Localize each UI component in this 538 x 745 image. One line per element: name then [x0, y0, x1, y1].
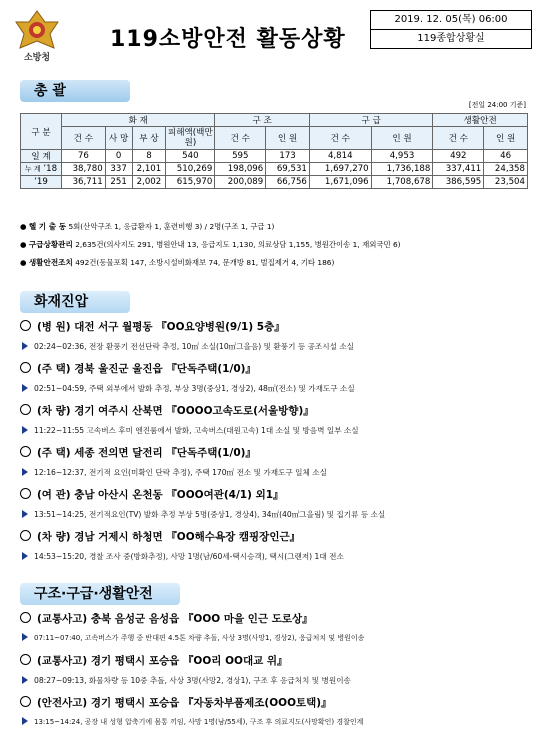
cell: 36,711	[62, 176, 106, 189]
fire-item	[20, 403, 314, 418]
cell: 46	[484, 150, 528, 163]
rescue-item-title: (안전사고) 경기 평택시 포승읍 『자동차부품제조(OOO토택)』	[37, 697, 332, 709]
fire-item-title: (여 관) 충남 아산시 온천동 『OOO여관(4/1) 외1』	[37, 489, 284, 501]
cell: 540	[166, 150, 215, 163]
bullet-life: ● 생활안전조치 492건(동물포획 147, 소방시설비화재보 74, 문개방 81, 벌집제거 4, 기타 186)	[20, 258, 335, 267]
bullet-value: 2,635건(의사지도 291, 병원안내 13, 응급지도 1,130, 의료상담 1,155, 병원간이송 1, 재외국민 6)	[75, 240, 401, 249]
col-injury: 부 상	[132, 127, 166, 150]
circle-icon	[20, 530, 31, 541]
triangle-icon	[22, 510, 28, 518]
cell: 595	[215, 150, 266, 163]
circle-icon	[20, 362, 31, 373]
summary-bullets	[20, 218, 528, 272]
page-title: 119소방안전 활동상황	[110, 27, 346, 52]
cell: 2,002	[132, 176, 166, 189]
table-row	[21, 176, 528, 189]
row-year: ’18	[43, 164, 58, 174]
col-div: 구 분	[21, 114, 62, 150]
triangle-icon	[22, 717, 28, 725]
col-life: 생활안전	[433, 114, 528, 127]
rescue-item	[20, 611, 313, 626]
cell: 386,595	[433, 176, 484, 189]
detail-text: 13:51~14:25, 전기적요인(TV) 발화 추정 부상 5명(중상1, 경상4), 34㎡(40㎡그을림) 및 집기류 등 소실	[34, 510, 386, 519]
circle-icon	[20, 404, 31, 415]
cell: 8	[132, 150, 166, 163]
cell: 1,708,678	[371, 176, 433, 189]
col-cnt: 건 수	[433, 127, 484, 150]
cell: 251	[105, 176, 132, 189]
circle-icon	[20, 320, 31, 331]
summary-banner: 총 괄	[20, 80, 130, 102]
fire-item-detail	[22, 425, 359, 436]
fire-banner: 화재진압	[20, 291, 130, 313]
cell: 337,411	[433, 163, 484, 176]
col-cnt: 건 수	[62, 127, 106, 150]
fire-item-detail	[22, 509, 385, 520]
cell: 615,970	[166, 176, 215, 189]
cell: 2,101	[132, 163, 166, 176]
bullet-value: 5회(산악구조 1, 응급환자 1, 훈련비행 3) / 2명(구조 1, 구급 1)	[68, 222, 275, 231]
fire-item-title: (차 량) 경기 여주시 산북면 『OOOO고속도로(서울방향)』	[37, 405, 314, 417]
rescue-item-detail	[22, 633, 364, 643]
detail-text: 14:53~15:20, 경찰 조사 중(방화추정), 사망 1명(남/60세-택시승객), 택시(그랜저) 1대 전소	[34, 552, 344, 561]
detail-text: 11:22~11:55 고속버스 후미 엔진룸에서 발화, 고속버스(대원고속) 1대 소실 및 방음벽 일부 소실	[34, 426, 359, 435]
triangle-icon	[22, 468, 28, 476]
cell: 492	[433, 150, 484, 163]
cell: 66,756	[266, 176, 310, 189]
col-cnt: 건 수	[215, 127, 266, 150]
bullet-heli: ● 헬 기 출 동 5회(산악구조 1, 응급환자 1, 훈련비행 3) / 2명(구조 1, 구급 1)	[20, 222, 275, 231]
cell: 1,736,188	[371, 163, 433, 176]
triangle-icon	[22, 426, 28, 434]
triangle-icon	[22, 633, 28, 641]
summary-table	[20, 113, 528, 189]
cell: 198,096	[215, 163, 266, 176]
cell: 510,269	[166, 163, 215, 176]
col-death: 사 망	[105, 127, 132, 150]
cell: 1,671,096	[309, 176, 371, 189]
row-label: ’19	[21, 176, 62, 189]
triangle-icon	[22, 384, 28, 392]
rescue-item	[20, 653, 288, 668]
col-people: 인 원	[371, 127, 433, 150]
detail-text: 13:15~14:24, 공장 내 성형 압축기에 몸통 끼임, 사망 1명(남/55세), 구조 후 의료지도(사망확인) 경찰인계	[34, 718, 364, 726]
table-row	[21, 150, 528, 163]
report-date: 2019. 12. 05(목) 06:00	[394, 14, 508, 25]
circle-icon	[20, 446, 31, 457]
bullet-key: 구급상황관리	[28, 240, 73, 249]
rescue-item-detail	[22, 717, 363, 727]
bullet-value: 492건(동물포획 147, 소방시설비화재보 74, 문개방 81, 벌집제거 4, 기타 186)	[75, 258, 335, 267]
cell: 23,504	[484, 176, 528, 189]
unit-label: [전일 24:00 기준]	[468, 101, 526, 109]
circle-icon	[20, 612, 31, 623]
cell: 337	[105, 163, 132, 176]
detail-text: 02:51~04:59, 주택 외부에서 발화 추정, 부상 3명(중상1, 경상2), 48㎡(전소) 및 가재도구 소실	[34, 384, 355, 393]
cell: 1,697,270	[309, 163, 371, 176]
table-row	[21, 163, 528, 176]
circle-icon	[20, 488, 31, 499]
date-box	[370, 10, 532, 49]
cell: 4,953	[371, 150, 433, 163]
bullet-key: 헬 기 출 동	[28, 222, 67, 231]
cell: 0	[105, 150, 132, 163]
fire-item	[20, 529, 300, 544]
circle-icon	[20, 654, 31, 665]
col-people: 인 원	[266, 127, 310, 150]
rescue-item	[20, 695, 332, 710]
triangle-icon	[22, 552, 28, 560]
cell: 200,089	[215, 176, 266, 189]
fire-item-detail	[22, 467, 327, 478]
detail-text: 07:11~07:40, 고속버스가 주행 중 반대편 4.5톤 차량 추돌, 사상 3명(사망1, 경상2), 응급처치 및 병원이송	[34, 634, 365, 642]
fire-item-detail	[22, 383, 355, 394]
row-label	[21, 163, 62, 176]
cell: 38,780	[62, 163, 106, 176]
col-fire: 화 재	[62, 114, 215, 127]
rescue-item-detail	[22, 675, 351, 686]
col-emergency: 구 급	[309, 114, 432, 127]
cell: 173	[266, 150, 310, 163]
circle-icon	[20, 696, 31, 707]
fire-item	[20, 487, 284, 502]
col-damage: 피해액(백만원)	[166, 127, 215, 150]
side-label: 누 계	[24, 165, 41, 173]
fire-item-title: (차 량) 경남 거제시 하청면 『OO해수욕장 캠핑장인근』	[37, 531, 301, 543]
triangle-icon	[22, 342, 28, 350]
detail-text: 08:27~09:13, 화물차량 등 10중 추돌, 사상 3명(사망2, 경상1), 구조 후 응급처치 및 병원이송	[34, 676, 351, 685]
report-office: 119종합상황실	[371, 29, 531, 48]
logo-text: 소방청	[23, 53, 51, 63]
cell: 4,814	[309, 150, 371, 163]
bullet-ems: ● 구급상황관리 2,635건(의사지도 291, 병원안내 13, 응급지도 1,130, 의료상담 1,155, 병원간이송 1, 재외국민 6)	[20, 240, 401, 249]
fire-item	[20, 445, 256, 460]
rescue-banner: 구조·구급·생활안전	[20, 583, 180, 605]
detail-text: 12:16~12:37, 전기적 요인(미확인 단락 추정), 주택 170㎡ 전소 및 가재도구 일체 소실	[34, 468, 327, 477]
fire-item	[20, 319, 285, 334]
rescue-item-title: (교통사고) 충북 음성군 음성읍 『OOO 마을 인근 도로상』	[37, 613, 313, 625]
col-cnt: 건 수	[309, 127, 371, 150]
col-people: 인 원	[484, 127, 528, 150]
rescue-item-title: (교통사고) 경기 평택시 포승읍 『OO리 OO대교 위』	[37, 655, 288, 667]
fire-item-title: (주 택) 세종 전의면 달전리 『단독주택(1/0)』	[37, 447, 256, 459]
cell: 69,531	[266, 163, 310, 176]
fire-item-detail	[22, 551, 344, 562]
bullet-key: 생활안전조치	[28, 258, 73, 267]
cell: 24,358	[484, 163, 528, 176]
row-label: 일 계	[21, 150, 62, 163]
header	[0, 0, 538, 70]
fire-item	[20, 361, 256, 376]
col-rescue: 구 조	[215, 114, 310, 127]
fire-item-title: (병 원) 대전 서구 월평동 『OO요양병원(9/1) 5층』	[37, 321, 285, 333]
fire-item-detail	[22, 341, 354, 352]
fire-item-title: (주 택) 경북 울진군 울진읍 『단독주택(1/0)』	[37, 363, 256, 375]
detail-text: 02:24~02:36, 전장 환풍기 전선단락 추정, 10㎡ 소실(10㎡그을음) 및 환풍기 등 공조시설 소실	[34, 342, 355, 351]
cell: 76	[62, 150, 106, 163]
triangle-icon	[22, 676, 28, 684]
